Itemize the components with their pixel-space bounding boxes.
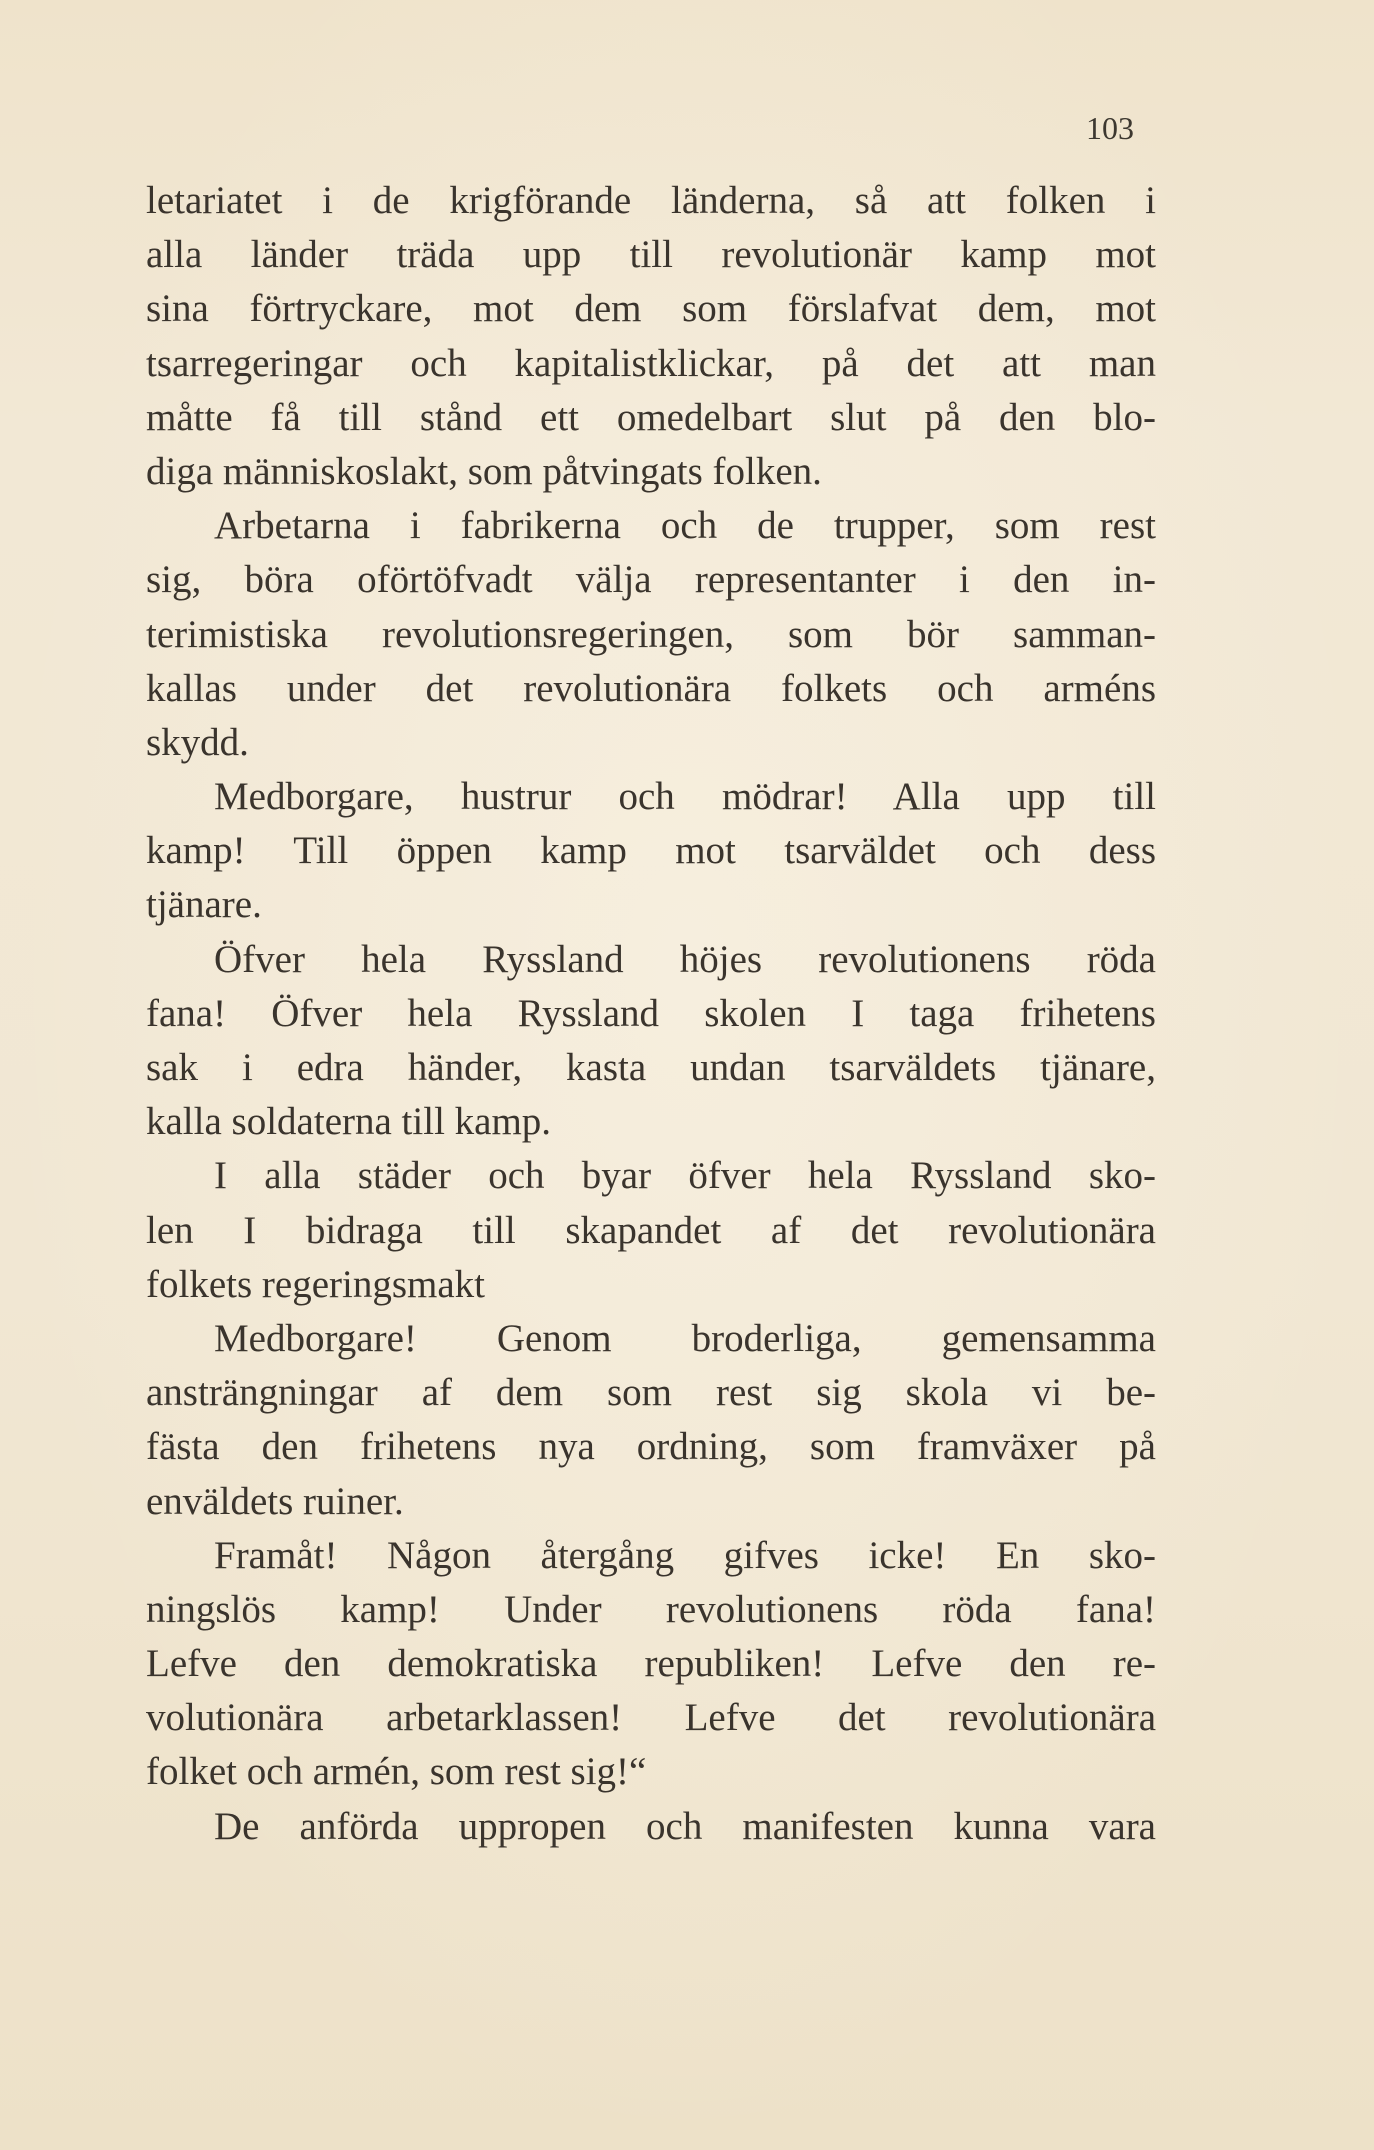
text-line: Medborgare! Genom broderliga, gemensamma xyxy=(214,1316,1156,1360)
text-line: fästa den frihetens nya ordning, som framväxer på xyxy=(146,1425,1156,1469)
text-line: kallas under det revolutionära folkets och arméns xyxy=(146,666,1156,710)
text-line: tsarregeringar och kapitalistklickar, på det att man xyxy=(146,341,1156,385)
text-line: folket och armén, som rest sig!“ xyxy=(146,1750,647,1794)
text-line: Lefve den demokratiska republiken! Lefve den re- xyxy=(146,1642,1156,1686)
text-line: Arbetarna i fabrikerna och de trupper, som rest xyxy=(214,504,1156,548)
text-line: kamp! Till öppen kamp mot tsarväldet och dess xyxy=(146,829,1156,873)
text-line: terimistiska revolutionsregeringen, som bör samman- xyxy=(146,612,1156,656)
text-line: I alla städer och byar öfver hela Ryssland sko- xyxy=(214,1154,1156,1198)
text-line: Medborgare, hustrur och mödrar! Alla upp till xyxy=(214,775,1156,819)
text-line: De anförda uppropen och manifesten kunna vara xyxy=(214,1804,1156,1848)
text-line: ningslös kamp! Under revolutionens röda fana! xyxy=(146,1587,1156,1631)
text-line: letariatet i de krigförande länderna, så att folken i xyxy=(146,179,1156,222)
text-line: sig, böra oförtöfvadt välja representanter i den in- xyxy=(146,558,1156,602)
text-line: diga människoslakt, som påtvingats folken. xyxy=(146,449,822,493)
text-line: enväldets ruiner. xyxy=(146,1479,404,1523)
text-line: volutionära arbetarklassen! Lefve det revolutionära xyxy=(146,1696,1156,1740)
text-line: folkets regeringsmakt xyxy=(146,1262,485,1306)
text-line: måtte få till stånd ett omedelbart slut på den blo- xyxy=(146,395,1156,439)
text-line: skydd. xyxy=(146,720,249,764)
text-line: kalla soldaterna till kamp. xyxy=(146,1100,552,1144)
text-line: sak i edra händer, kasta undan tsarväldets tjänare, xyxy=(146,1046,1156,1089)
text-line: fana! Öfver hela Ryssland skolen I taga frihetens xyxy=(146,991,1156,1035)
page-number: 103 xyxy=(1086,110,1134,146)
text-line: alla länder träda upp till revolutionär kamp mot xyxy=(146,233,1156,277)
text-line: ansträngningar af dem som rest sig skola vi be- xyxy=(146,1371,1156,1415)
text-line: Framåt! Någon återgång gifves icke! En sko- xyxy=(214,1533,1156,1577)
body-text xyxy=(146,174,1156,1854)
text-line: tjänare. xyxy=(146,883,262,927)
text-line: sina förtryckare, mot dem som förslafvat dem, mot xyxy=(146,287,1156,331)
text-line: Öfver hela Ryssland höjes revolutionens röda xyxy=(214,937,1156,981)
text-line: len I bidraga till skapandet af det revolutionära xyxy=(146,1208,1156,1252)
